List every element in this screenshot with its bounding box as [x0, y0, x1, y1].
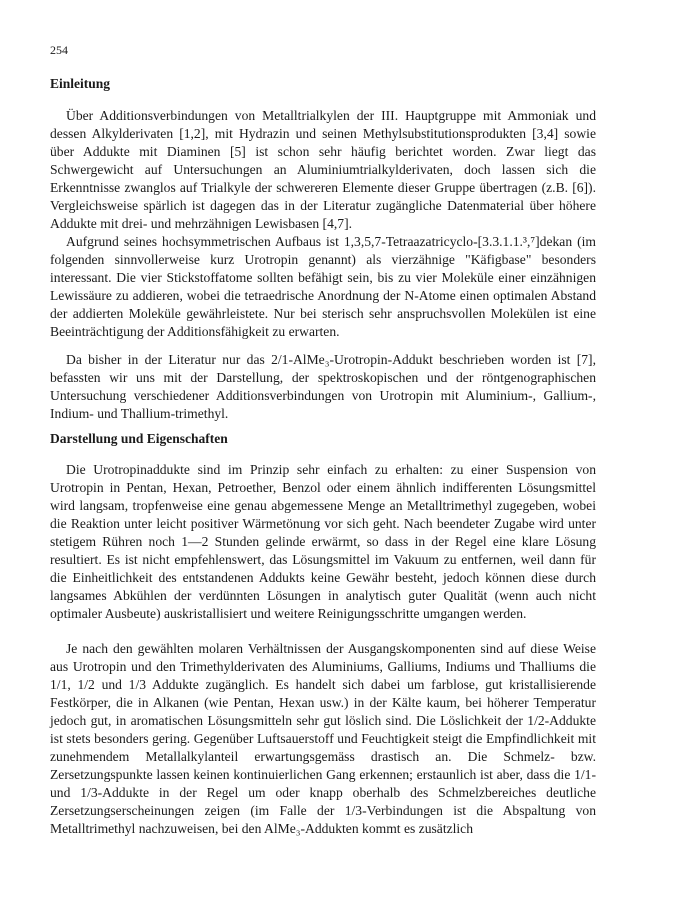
page-number: 254	[50, 43, 68, 57]
paragraph: Über Additionsverbindungen von Metalltrialkylen der III. Hauptgruppe mit Ammoniak und dessen Alkylderivaten [1,2], mit Hydrazin und seinen Methylsubstitutionsprodukten [3,4] sowie über Addukte mit Diaminen [5] ist schon sehr häufig berichtet worden. Zwar liegt das Schwergewicht auf Untersuchungen an Aluminiumtrialkylderivaten, doch lassen sich die Erkenntnisse zwanglos auf Trialkyle der schwereren Elemente dieser Gruppe übertragen (z.B. [6]). Vergleichsweise spärlich ist dagegen das in der Literatur zugängliche Datenmaterial über höhere Addukte mit drei- und mehrzähnigen Lewisbasen [4,7].	[50, 108, 596, 231]
paragraph: Aufgrund seines hochsymmetrischen Aufbaus ist 1,3,5,7-Tetraazatricyclo-[3.3.1.1.³,⁷]dekan (im folgenden sinnvollerweise kurz Urotropin genannt) als vierzähnige "Käfigbase" besonders interessant. Die vier Stickstoffatome sollten befähigt sein, bis zu vier Moleküle einer einzähnigen Lewissäure zu addieren, wobei die tetraedrische Anordnung der N-Atome einen optimalen Abstand der addierten Moleküle gewährleistete. Nur bei sterisch sehr anspruchsvollen Molekülen ist eine Beeinträchtigung der Additionsfähigkeit zu erwarten.	[50, 234, 596, 339]
paragraph: Je nach den gewählten molaren Verhältnissen der Ausgangskomponenten sind auf diese Weise aus Urotropin und den Trimethylderivaten des Aluminiums, Galliums, Indiums und Thalliums die 1/1, 1/2 und 1/3 Addukte zugänglich. Es handelt sich dabei um farblose, gut kristallisierende Festkörper, die in Alkanen (wie Pentan, Hexan usw.) in der Kälte kaum, bei höherer Temperatur jedoch gut, in aromatischen Lösungsmitteln sehr gut löslich sind. Die Löslichkeit der 1/2-Addukte ist stets besonders gering. Gegenüber Luftsauerstoff und Feuchtigkeit steigt die Empfindlichkeit mit zunehmendem Metallalkylanteil erwartungsgemäss drastisch an. Die Schmelz- bzw. Zersetzungspunkte lassen keinen kontinuierlichen Gang erkennen; erstaunlich ist aber, dass die 1/1- und 1/3-Addukte in der Regel um oder knapp oberhalb des Schmelzbereiches deutliche Zersetzungserscheinungen zeigen (im Falle der 1/3-Verbindungen ist die Abspaltung von Metalltrimethyl nachzuweisen, bei den AlMe₃-Addukten kommt es zusätzlich	[50, 641, 596, 836]
section-heading-preparation: Darstellung und Eigenschaften	[50, 431, 228, 446]
paragraph: Die Urotropinaddukte sind im Prinzip sehr einfach zu erhalten: zu einer Suspension von Urotropin in Pentan, Hexan, Petroether, Benzol oder einem ähnlich indifferenten Lösungsmittel wird langsam, tropfenweise eine genau abgemessene Menge an Metalltrimethyl zugegeben, wobei die Reaktion unter leicht positiver Wärmetönung vor sich geht. Nach beendeter Zugabe wird unter stetigem Rühren noch 1—2 Stunden gelinde erwärmt, so dass in der Regel eine klare Lösung resultiert. Es ist nicht empfehlenswert, das Lösungsmittel im Vakuum zu entfernen, weil dann für die Einheitlichkeit des entstandenen Addukts keine Gewähr besteht, jedoch können diese durch langsames Abkühlen der verdünnten Lösungen in analytisch guter Qualität (wenn auch nicht optimaler Ausbeute) auskristallisiert und weitere Reinigungsschritte umgangen werden.	[50, 462, 596, 621]
section-heading-introduction: Einleitung	[50, 76, 111, 91]
paragraph: Da bisher in der Literatur nur das 2/1-AlMe₃-Urotropin-Addukt beschrieben worden ist [7], befassten wir uns mit der Darstellung, der spektroskopischen und der röntgenographischen Untersuchung verschiedener Additionsverbindungen von Urotropin mit Aluminium-, Gallium-, Indium- und Thallium-trimethyl.	[50, 352, 596, 421]
